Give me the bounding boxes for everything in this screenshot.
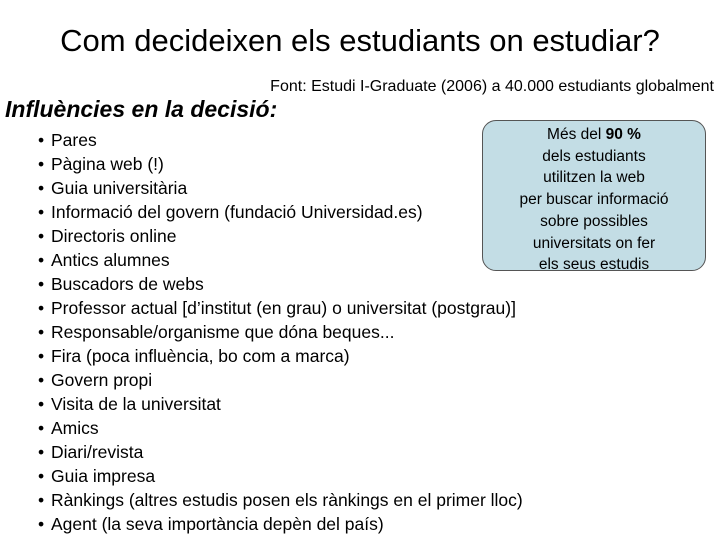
- callout-line: [483, 124, 705, 146]
- callout-line: universitats on fer: [532, 234, 656, 252]
- list-item-text: Rànkings (altres estudis posen els rànkings en el primer lloc): [51, 490, 523, 510]
- callout-line: per buscar informació: [519, 191, 669, 209]
- list-item: [38, 152, 523, 176]
- list-item: [38, 344, 523, 368]
- bullet-marker: •: [38, 298, 45, 318]
- list-item: [38, 440, 523, 464]
- list-item-text: Govern propi: [51, 370, 153, 390]
- list-item: [38, 200, 523, 224]
- list-item-text: Buscadors de webs: [51, 274, 204, 294]
- bullet-marker: •: [38, 346, 45, 366]
- list-item-text: Professor actual [d’institut (en grau) o universitat (postgrau)]: [51, 298, 516, 318]
- bullet-marker: •: [38, 178, 45, 198]
- slide-title: Com decideixen els estudiants on estudiar?: [60, 23, 660, 58]
- bullet-marker: •: [38, 154, 45, 174]
- callout-box: [482, 120, 706, 274]
- list-item-text: Guia universitària: [51, 178, 188, 198]
- list-item-text: Responsable/organisme que dóna beques...: [51, 322, 395, 342]
- bullet-marker: •: [38, 466, 45, 486]
- bullet-marker: •: [38, 250, 45, 270]
- list-item: [38, 488, 523, 512]
- bullet-marker: •: [38, 274, 45, 294]
- list-item-text: Agent (la seva importància depèn del país): [51, 514, 384, 534]
- bullet-marker: •: [38, 514, 45, 534]
- bullet-marker: •: [38, 370, 45, 390]
- callout-line: els seus estudis: [538, 256, 650, 274]
- bullet-marker: •: [38, 442, 45, 462]
- callout-line: sobre possibles: [540, 212, 648, 230]
- list-item-text: Directoris online: [51, 226, 177, 246]
- influences-list: [38, 128, 523, 536]
- callout-text: [483, 124, 705, 276]
- bullet-marker: •: [38, 394, 45, 414]
- bullet-marker: •: [38, 202, 45, 222]
- bullet-marker: •: [38, 322, 45, 342]
- bullet-marker: •: [38, 490, 45, 510]
- list-item: [38, 176, 523, 200]
- callout-line: utilitzen la web: [543, 169, 645, 187]
- list-item: [38, 296, 523, 320]
- list-item-text: Amics: [51, 418, 99, 438]
- list-item: [38, 368, 523, 392]
- list-item: [38, 320, 523, 344]
- list-item-text: Guia impresa: [51, 466, 156, 486]
- list-item-text: Pàgina web (!): [51, 154, 164, 174]
- bullet-marker: •: [38, 130, 45, 150]
- list-item-text: Antics alumnes: [51, 250, 170, 270]
- list-item: [38, 128, 523, 152]
- list-item: [38, 416, 523, 440]
- section-subtitle: Influències en la decisió:: [5, 96, 278, 122]
- list-item-text: Visita de la universitat: [51, 394, 221, 414]
- bullet-marker: •: [38, 226, 45, 246]
- list-item: [38, 512, 523, 536]
- callout-line: dels estudiants: [542, 147, 646, 165]
- callout-percentage: 90 %: [605, 126, 641, 143]
- source-citation: Font: Estudi I-Graduate (2006) a 40.000 estudiants globalment: [270, 78, 714, 95]
- list-item: [38, 248, 523, 272]
- bullet-marker: •: [38, 418, 45, 438]
- list-item-text: Pares: [51, 130, 97, 150]
- callout-prefix: Més del: [547, 126, 606, 143]
- list-item: [38, 464, 523, 488]
- list-item-text: Diari/revista: [51, 442, 144, 462]
- list-item: [38, 392, 523, 416]
- list-item-text: Fira (poca influència, bo com a marca): [51, 346, 350, 366]
- list-item-text: Informació del govern (fundació Universidad.es): [51, 202, 423, 222]
- list-item: [38, 272, 523, 296]
- list-item: [38, 224, 523, 248]
